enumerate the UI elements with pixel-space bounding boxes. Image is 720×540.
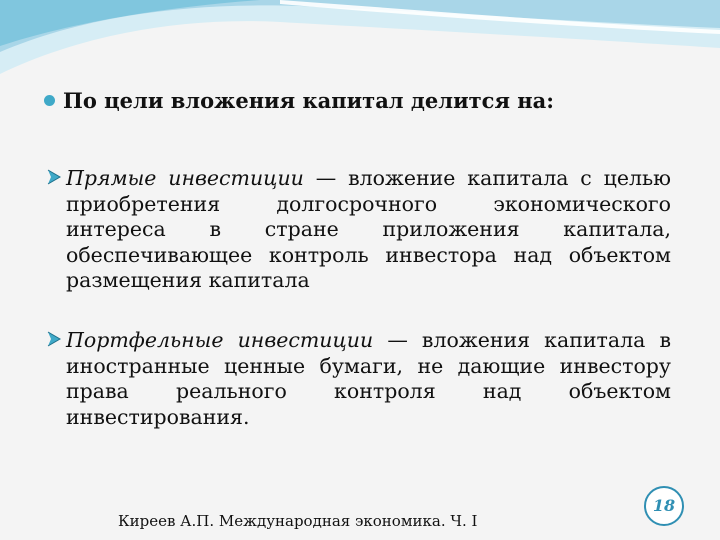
circle-bullet-icon (44, 95, 55, 106)
arrow-bullet-icon (46, 169, 62, 185)
page-number: 18 (652, 496, 676, 515)
item-description: — вложение капитала с целью приобретения долгосрочного экономического интереса в стране приложения капитала, обеспечивающее контроль инвестора над объектом размещения капитала (66, 166, 671, 292)
top-wave-decoration (0, 0, 720, 90)
page-number-badge (644, 486, 684, 526)
item-term: Прямые инвестиции (66, 166, 304, 190)
slide-heading (44, 87, 684, 115)
list-item (46, 166, 671, 294)
item-description: — вложения капитала в иностранные ценные бумаги, не дающие инвестору права реального контроля над объектом инвестирования. (66, 328, 671, 429)
list-item (46, 328, 671, 430)
arrow-bullet-icon (46, 331, 62, 347)
item-term: Портфельные инвестиции (66, 328, 374, 352)
footer-source: Киреев А.П. Международная экономика. Ч. I (118, 512, 478, 530)
heading-text: По цели вложения капитал делится на: (63, 88, 555, 113)
